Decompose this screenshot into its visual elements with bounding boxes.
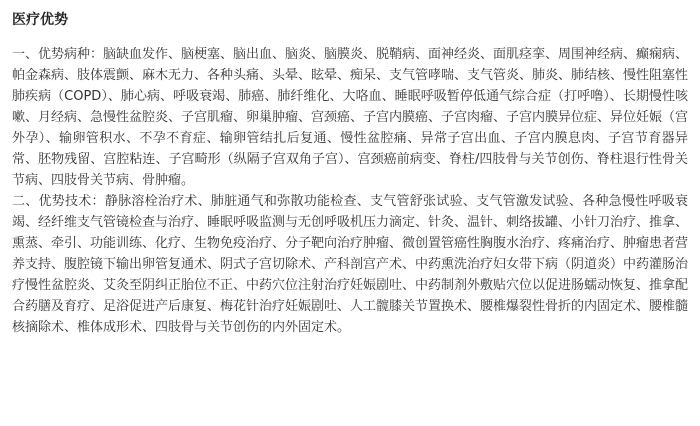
section-title: 医疗优势 — [12, 12, 68, 28]
advantage-techniques-paragraph: 二、优势技术：静脉溶栓治疗术、肺脏通气和弥散功能检查、支气管舒张试验、支气管激发试验、各种急慢性呼吸衰竭、经纤维支气管镜检查与治疗、睡眠呼吸监测与无创呼吸机压力滴定、针灸、温针、刺络拔罐、小针刀治疗、推拿、熏蒸、牵引、功能训练、化疗、生物免疫治疗、分子靶向治疗肿瘤、微创置管癌性胸腹水治疗、疼痛治疗、肿瘤患者营养支持、腹腔镜下输出卵管复通术、阴式子宫切除术、产科剖宫产术、中药熏洗治疗妇女带下病（阴道炎）中药灌肠治疗慢性盆腔炎、艾灸至阴纠正胎位不正、中药穴位注射治疗妊娠剧吐、中药制剂外敷贴穴位以促进肠蠕动恢复、推拿配合药膳及育疗、足浴促进产后康复、梅花针治疗妊娠剧吐、人工髋膝关节置换术、腰椎爆裂性骨折的内固定术、腰椎髓核摘除术、椎体成形术、四肢骨与关节创伤的内外固定术。 — [12, 194, 689, 335]
advantage-diseases-paragraph: 一、优势病种：脑缺血发作、脑梗塞、脑出血、脑炎、脑膜炎、脱鞘病、面神经炎、面肌痉挛、周围神经病、癫痫病、帕金森病、肢体震颤、麻木无力、各种头痛、头晕、眩晕、痴呆、支气管哮喘、支气管炎、肺炎、肺结核、慢性阻塞性肺疾病（COPD）、肺心病、呼吸衰竭、肺癌、肺纤维化、大咯血、睡眠呼吸暂停低通气综合症（打呼噜）、长期慢性咳嗽、月经病、急慢性盆腔炎、子宫肌瘤、卵巢肿瘤、宫颈癌、子宫内膜癌、子宫肉瘤、子宫内膜异位症、异位妊娠（宫外孕）、输卵管积水、不孕不育症、输卵管结扎后复通、慢性盆腔痛、异常子宫出血、子宫内膜息肉、子宫节育器异常、胚物残留、宫腔粘连、子宫畸形（纵隔子宫双角子宫）、宫颈癌前病变、脊柱/四肢骨与关节创伤、脊柱退行性骨关节病、四肢骨关节病、骨肿瘤。 — [12, 47, 689, 188]
